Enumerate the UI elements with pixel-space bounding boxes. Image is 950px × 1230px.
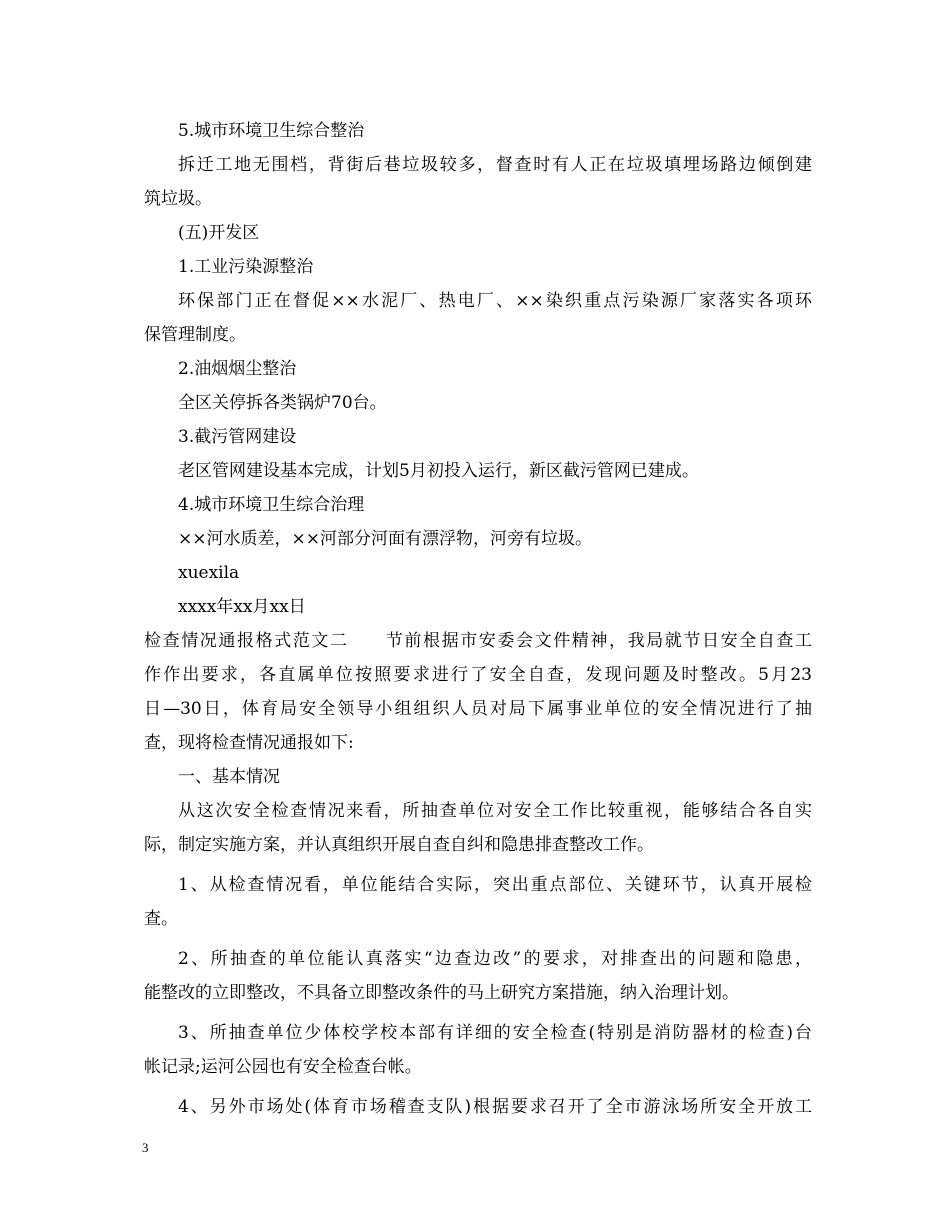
section-heading: 2.油烟烟尘整治 [178, 359, 297, 379]
paragraph-line: 环保部门正在督促××水泥厂、热电厂、××染织重点污染源厂家落实各项环 [178, 291, 812, 311]
paragraph-line: 1、从检查情况看，单位能结合实际，突出重点部位、关键环节，认真开展检 [178, 875, 812, 895]
paragraph-line: 查。 [144, 909, 178, 929]
paragraph-line: 全区关停拆各类锅炉70台。 [178, 393, 387, 413]
paragraph-line: 老区管网建设基本完成，计划5月初投入运行，新区截污管网已建成。 [178, 461, 699, 481]
paragraph-line: 拆迁工地无围档，背街后巷垃圾较多，督查时有人正在垃圾填埋场路边倾倒建 [178, 155, 812, 175]
paragraph-line: 日—30日，体育局安全领导小组组织人员对局下属事业单位的安全情况进行了抽 [144, 699, 812, 719]
paragraph-line: 3、所抽查单位少体校学校本部有详细的安全检查(特别是消防器材的检查)台 [178, 1023, 812, 1043]
section-heading: (五)开发区 [178, 223, 260, 243]
section-heading: 3.截污管网建设 [178, 427, 297, 447]
paragraph-line: 能整改的立即整改，不具备立即整改条件的马上研究方案措施，纳入治理计划。 [144, 983, 739, 1003]
paragraph-line: 从这次安全检查情况来看，所抽查单位对安全工作比较重视，能够结合各自实 [178, 801, 812, 821]
paragraph-line: 保管理制度。 [144, 325, 246, 345]
section-heading: 1.工业污染源整治 [178, 257, 314, 277]
signature-date: xxxx年xx月xx日 [178, 597, 306, 617]
paragraph-line: 筑垃圾。 [144, 189, 212, 209]
page-number: 3 [142, 1140, 149, 1155]
paragraph-line: 际，制定实施方案，并认真组织开展自查自纠和隐患排查整改工作。 [144, 835, 654, 855]
section-heading: 5.城市环境卫生综合整治 [178, 121, 365, 141]
paragraph-line: 检查情况通报格式范文二 节前根据市安委会文件精神，我局就节日安全自查工 [144, 631, 812, 651]
paragraph-line: 帐记录;运河公园也有安全检查台帐。 [144, 1057, 422, 1077]
paragraph-line: 查，现将检查情况通报如下: [144, 733, 354, 753]
signature-name: xuexila [178, 563, 240, 583]
paragraph-line: 2、所抽查的单位能认真落实“边查边改”的要求，对排查出的问题和隐患， [178, 949, 812, 969]
paragraph-line: 4、另外市场处(体育市场稽查支队)根据要求召开了全市游泳场所安全开放工 [178, 1097, 812, 1117]
paragraph-line: ××河水质差，××河部分河面有漂浮物，河旁有垃圾。 [178, 529, 592, 549]
paragraph-line: 作作出要求，各直属单位按照要求进行了安全自查，发现问题及时整改。5月23 [144, 665, 812, 685]
document-body [144, 114, 812, 1124]
section-heading: 4.城市环境卫生综合治理 [178, 495, 365, 515]
section-heading: 一、基本情况 [178, 767, 280, 787]
